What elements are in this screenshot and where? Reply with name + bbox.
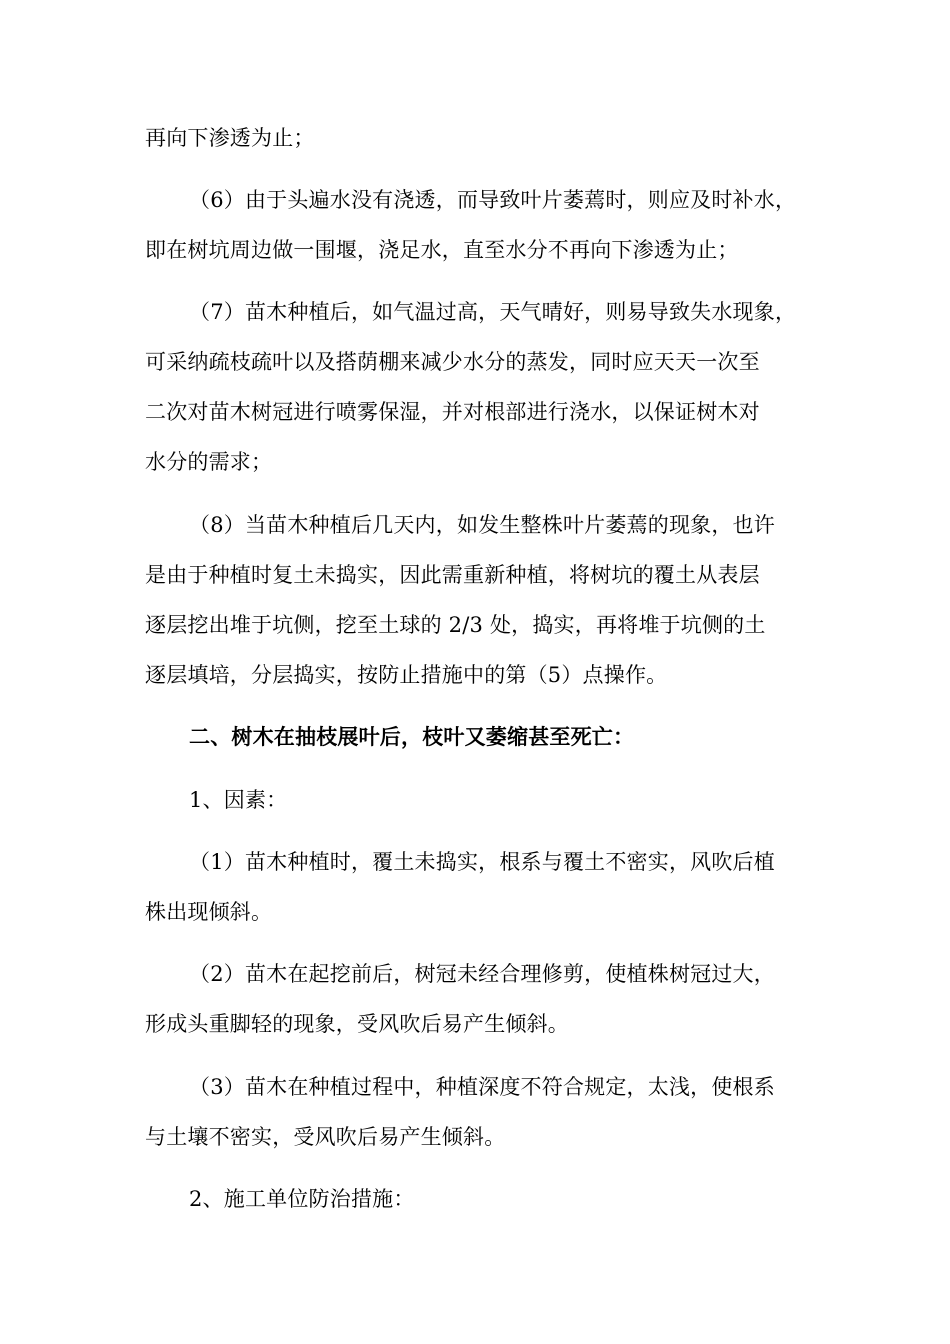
subsection-heading: 2、施工单位防治措施： — [189, 1187, 415, 1211]
text-line: 水分的需求； — [145, 450, 273, 474]
text-line: 与土壤不密实，受风吹后易产生倾斜。 — [145, 1125, 506, 1149]
text-line: （3）苗木在种植过程中，种植深度不符合规定，太浅，使根系 — [189, 1075, 775, 1099]
text-line: （7）苗木种植后，如气温过高，天气晴好，则易导致失水现象， — [189, 300, 797, 324]
section-heading: 二、树木在抽枝展叶后，枝叶又萎缩甚至死亡： — [189, 724, 635, 749]
text-line: （8）当苗木种植后几天内，如发生整株叶片萎蔫的现象，也许 — [189, 513, 775, 537]
text-line: 二次对苗木树冠进行喷雾保湿，并对根部进行浇水，以保证树木对 — [145, 400, 760, 424]
text-line: 形成头重脚轻的现象，受风吹后易产生倾斜。 — [145, 1012, 569, 1036]
text-line: 再向下渗透为止； — [145, 126, 315, 150]
text-line: 可采纳疏枝疏叶以及搭荫棚来减少水分的蒸发，同时应天天一次至 — [145, 350, 760, 374]
text-line: 逐层挖出堆于坑侧，挖至土球的 2/3 处，捣实，再将堆于坑侧的土 — [145, 613, 766, 637]
text-line: 是由于种植时复土未捣实，因此需重新种植，将树坑的覆土从表层 — [145, 563, 760, 587]
text-line: 株出现倾斜。 — [145, 900, 273, 924]
text-line: （2）苗木在起挖前后，树冠未经合理修剪，使植株树冠过大， — [189, 962, 775, 986]
text-line: 逐层填培，分层捣实，按防止措施中的第（5）点操作。 — [145, 663, 668, 687]
text-line: 即在树坑周边做一围堰，浇足水，直至水分不再向下渗透为止； — [145, 238, 739, 262]
text-line: （1）苗木种植时，覆土未捣实，根系与覆土不密实，风吹后植 — [189, 850, 775, 874]
text-line: （6）由于头遍水没有浇透，而导致叶片萎蔫时，则应及时补水， — [189, 188, 797, 212]
subsection-heading: 1、因素： — [189, 788, 288, 812]
